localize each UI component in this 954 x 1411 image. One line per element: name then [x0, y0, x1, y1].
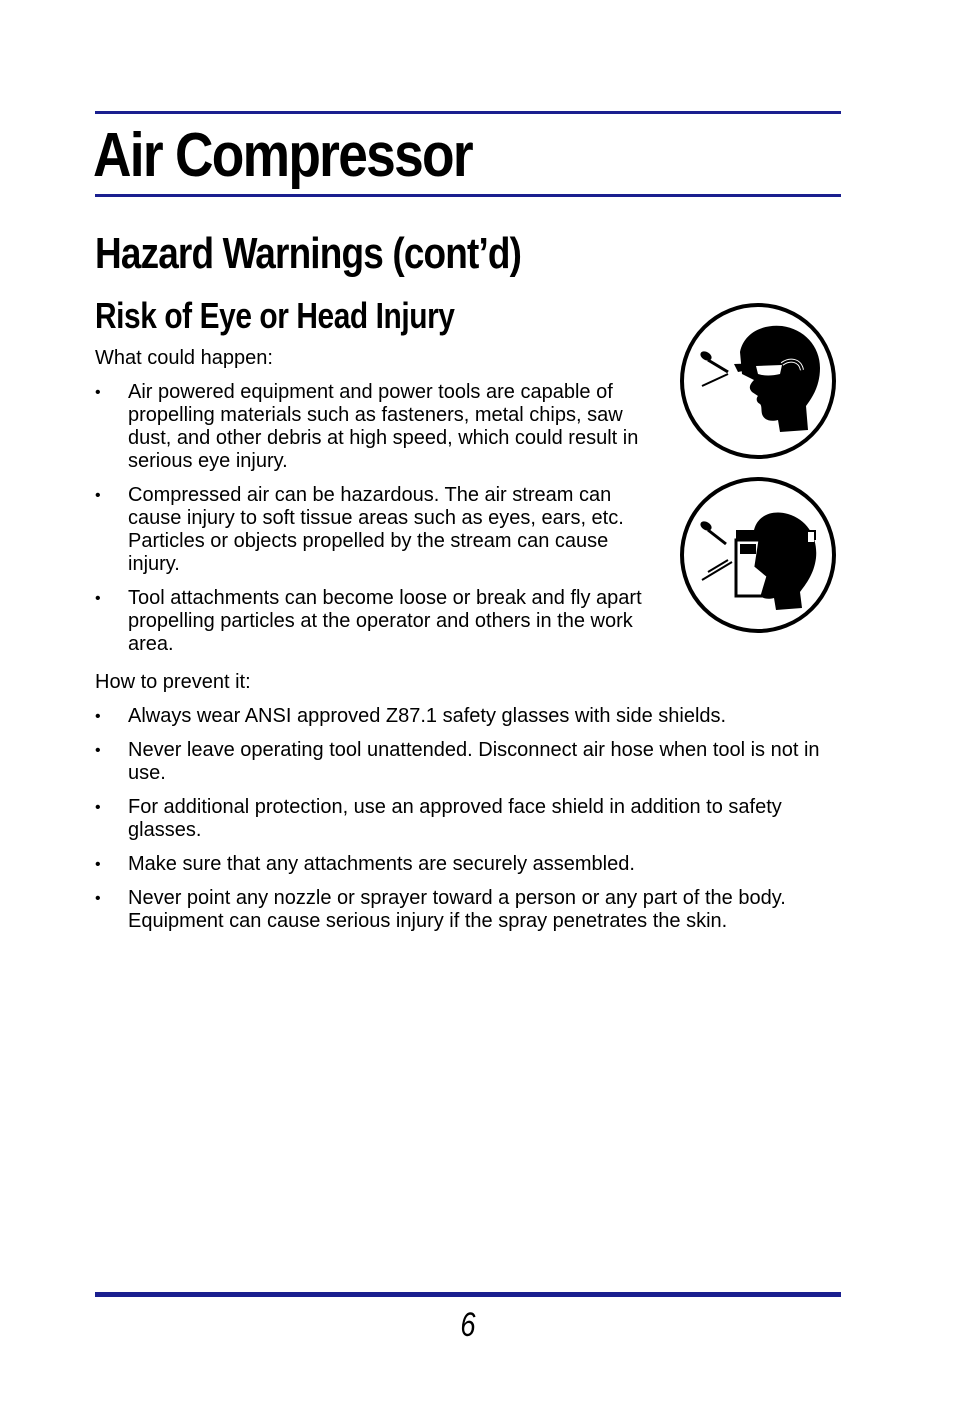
list-item	[95, 381, 660, 473]
list-item-text: Never leave operating tool unattended. Disconnect air hose when tool is not in use.	[128, 739, 820, 784]
section-subheading: Risk of Eye or Head Injury	[95, 295, 455, 336]
footer-rule	[95, 1292, 841, 1297]
bullet-icon: •	[95, 742, 101, 759]
list-item-text: For additional protection, use an approved face shield in addition to safety glasses.	[128, 796, 782, 841]
list-item	[95, 587, 660, 656]
list-item	[95, 705, 840, 728]
list-item	[95, 887, 840, 933]
list-item	[95, 739, 840, 785]
list-item-text: Always wear ANSI approved Z87.1 safety glasses with side shields.	[128, 705, 727, 727]
list-item	[95, 796, 840, 842]
page-number: 6	[460, 1306, 476, 1344]
bullet-icon: •	[95, 799, 101, 816]
what-could-happen-list	[95, 381, 660, 656]
list-item-text: Never point any nozzle or sprayer toward a person or any part of the body. Equipment can cause serious injury if the spray penetrates the skin.	[128, 887, 786, 932]
list-item	[95, 484, 660, 576]
page-title: Air Compressor	[93, 121, 472, 190]
header-rule-top	[95, 111, 841, 114]
list-item-text: Compressed air can be hazardous. The air stream can cause injury to soft tissue areas such as eyes, ears, etc. Particles or objects propelled by the stream can cause injury.	[128, 484, 624, 575]
how-to-prevent-label: How to prevent it:	[95, 671, 251, 693]
list-item	[95, 853, 840, 876]
what-could-happen-section	[95, 347, 660, 656]
section-heading: Hazard Warnings (cont’d)	[95, 229, 522, 278]
how-to-prevent-section	[95, 671, 840, 933]
bullet-icon: •	[95, 890, 101, 907]
list-item-text: Air powered equipment and power tools are capable of propelling materials such as fasteners, metal chips, saw dust, and other debris at high speed, which could result in serious eye injury.	[128, 381, 639, 472]
header-rule-bottom	[95, 194, 841, 197]
bullet-icon: •	[95, 708, 101, 725]
what-could-happen-label: What could happen:	[95, 347, 273, 369]
how-to-prevent-list	[95, 705, 840, 933]
bullet-icon: •	[95, 590, 101, 607]
list-item-text: Tool attachments can become loose or break and fly apart propelling particles at the operator and others in the work area.	[128, 587, 642, 655]
face-shield-icon	[678, 476, 838, 634]
list-item-text: Make sure that any attachments are securely assembled.	[128, 853, 635, 875]
bullet-icon: •	[95, 384, 101, 401]
bullet-icon: •	[95, 487, 101, 504]
bullet-icon: •	[95, 856, 101, 873]
safety-glasses-icon	[678, 302, 838, 460]
